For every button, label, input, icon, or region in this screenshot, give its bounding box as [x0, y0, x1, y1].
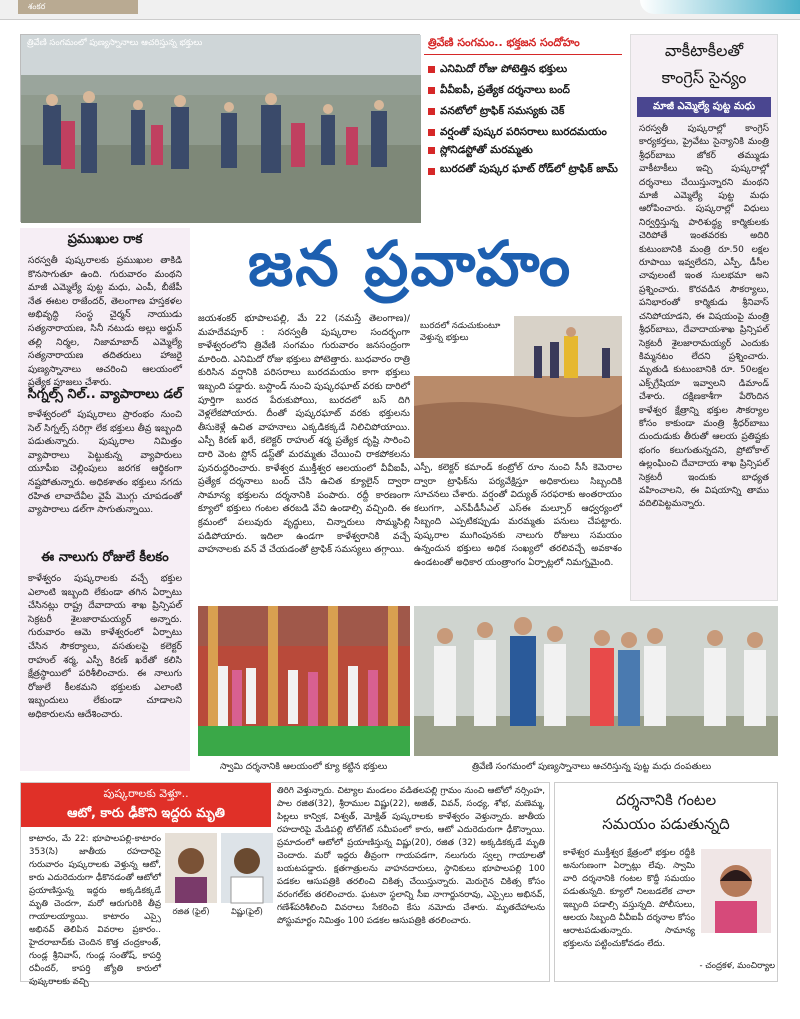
victim-photo-2-art — [221, 833, 273, 903]
highlight-item: ఎనిమిదో రోజు పోటెత్తిన భక్తులు — [426, 59, 622, 80]
victim-name-2: విష్ణు(ఫైల్) — [231, 907, 263, 916]
photo-mud-walk — [414, 316, 622, 458]
highlights-title: త్రివేణి సంగమం.. భక్తజన సందోహం — [424, 34, 622, 55]
top-strip — [0, 0, 800, 20]
darshan-photo-art — [701, 849, 771, 933]
victim-photo-1-art — [165, 833, 217, 903]
highlight-item: స్లోనిడస్టోతో మరమ్మతు — [426, 140, 622, 161]
highlight-item: వీవీఐపీ, ప్రత్యేక దర్శనాలు బంద్ — [426, 80, 622, 101]
mud-photo-caption: బురదలో నడుచుకుంటూ వెళ్తున్న భక్తులు — [420, 321, 501, 343]
left-s1-body: సరస్వతీ పుష్కరాలకు ప్రముఖుల తాకిడి కొనసాగుతూ ఉంది. గురువారం మంథని మాజీ ఎమ్మెల్యే పుట్ట మధు, ఎంపీ, బీజేపీ నేత ఈటల రాజేందర్, తెలంగాణ హస్తకళల అభివృద్ధి సంస్థ చైర్మన్ నాయుడు సత్యనారాయణ, సినీ నటుడు అల్లు అర్జున్ తల్లి నిర్మల, నిజామాబాద్ ఎమ్మెల్యే సత్యనారాయణ తదితరులు హాజరై పుణ్యస్నానాలు ఆచరించి ఆలయంలో ప్రత్యేక పూజలు చేశారు. — [28, 255, 182, 389]
highlight-item: బురదతో పుష్కర ఘాట్ రోడ్‌లో ట్రాఫిక్ జామ్ — [426, 161, 622, 177]
left-s2-head: సిగ్నల్స్ నిల్.. వ్యాపారాలు డల్ — [27, 387, 183, 402]
accident-headline: ఆటో, కారు ఢీకొని ఇద్దరు మృతి — [67, 806, 225, 821]
right-story-subhead: మాజీ ఎమ్మెల్యే పుట్ట మధు — [637, 97, 771, 117]
victim-photo-2 — [221, 833, 273, 903]
highlights-list — [424, 59, 622, 177]
queue-photo-caption: స్వామి దర్శనానికి ఆలయంలో క్యూ కట్టిన భక్తులు — [220, 762, 388, 772]
left-s3-head: ఈ నాలుగు రోజులే కీలకం — [41, 550, 169, 565]
corner-swoosh — [640, 0, 800, 14]
bathing-photo-art — [21, 35, 421, 223]
photo-temple-queue — [198, 606, 410, 756]
photo-putta-madhu-couple — [414, 606, 778, 756]
right-story — [630, 34, 778, 601]
darshan-photo — [701, 849, 771, 933]
photo-triveni-bathing — [20, 34, 420, 222]
victim-photo-1 — [165, 833, 217, 903]
accident-banner — [21, 783, 271, 827]
left-column — [20, 228, 190, 771]
accident-body-left: కాటారం, మే 22: భూపాలపల్లి-కాటారం 353(సి) జాతీయ రహదారిపై గురువారం పుష్కరాలకు వెళ్తున్న ఆటో, కారు ఎదురెదురుగా ఢీకొనడంతో ఆటోలో ప్రయాణిస్తున్న ఇద్దరు అక్కడికక్కడే మృతి చెందగా, మరో ఆరుగురికి తీవ్ర గాయాలయ్యాయి. కాటారం ఎస్సై అభినవ్ తెలిపిన వివరాల ప్రకారం.. హైదరాబాద్‌కు చెందిన కొత్త చంద్రకాంత్, గుండ్ల శ్రీనివాస్, గుండ్ల సంతోష్, కాపర్తి రవీందర్, కాపర్తి జ్యోతి కారులో పుష్కరాలకు వచ్చి — [29, 834, 161, 987]
darshan-box — [554, 782, 778, 982]
highlight-item: వర్షంతో పుష్కర పరిసరాలు బురదమయం — [426, 122, 622, 140]
highlights-box — [424, 34, 622, 222]
top-strip-text: శంకర — [28, 2, 46, 11]
darshan-byline: - చంద్రకళ, మంచిర్యాల — [699, 961, 775, 971]
center-story-body-2: ఎస్పీ, కలెక్టర్ కమాండ్ కంట్రోల్ రూం నుంచి సీసీ కెమెరాల ద్వారా ట్రాఫిక్‌ను పర్యవేక్షిస్తూ అధికారులు సిబ్బందికి సూచనలు చేశారు. వర్షంతో విద్యుత్ సరఫరాకు అంతరాయం కలుగగా, ఎన్‌పీడీసీఎల్ ఎస్‌ఈ మల్సూర్ ఆధ్వర్యంలో సిబ్బంది ఎప్పటికప్పుడు మరమ్మతు పనులు చేపట్టారు. పుష్కరాల ముగింపునకు నాలుగు రోజులు సమయం ఉన్నందున భక్తులు అధిక సంఖ్యలో తరలివచ్చే అవకాశం ఉండటంతో అధికార యంత్రాంగం ఏర్పాట్లలో నిమగ్నమైంది. — [414, 463, 622, 568]
left-s2-body: కాళేశ్వరంలో పుష్కరాలు ప్రారంభం నుంచి సెల్ సిగ్నల్స్ సరిగ్గా లేక భక్తులు తీవ్ర ఇబ్బంది పడుతున్నారు. పుష్కరాల నిమిత్తం వ్యాపారాలు పెట్టుకున్న వ్యాపారులు యూపీఐ చెల్లింపులు జరగక ఆర్థికంగా నష్టపోతున్నారు. అధికశాతం భక్తులు నగదు రహిత లావాదేవీల వైపే మొగ్గు చూపడంతో వ్యాపారాలు డల్‌గా సాగుతున్నాయి. — [28, 409, 182, 516]
darshan-body: కాళేశ్వర ముక్తీశ్వర క్షేత్రంలో భక్తుల రద్దీకి అనుగుణంగా ఏర్పాట్లు లేవు. స్వామి వారి దర్శనానికి గంటల కొద్దీ సమయం పడుతున్నది. క్యూలో నిలబడలేక చాలా ఇబ్బంది పడాల్సి వస్తున్నది. పోలీసులు, ఆలయ సిబ్బంది వీవీఐపీ దర్శనాల కోసం ఆరాటపడుతున్నారు. సామాన్య భక్తులను పట్టించుకోవడం లేదు. — [563, 848, 695, 949]
accident-body-right: తిరిగి వెళ్తున్నారు. చిట్యాల మండలం వడితలపల్లి గ్రామం నుంచి ఆటోలో నర్సింహ, పాల రజిత(32), శ్రీరాముల విష్ణు(22), అజిత్, వివన్, సంధ్య, శోభ, మణెమ్మ, పిల్లలు కాన్విక, విశ్వత్, మోక్షిత్ పుష్కరాలకు కాళేశ్వరం వెళ్తున్నారు. జాతీయ రహదారిపై మేడిపల్లి టోల్‌గేట్ సమీపంలో కారు, ఆటో ఎదురెదురుగా ఢీకొన్నాయి. ప్రమాదంలో ఆటోలో ప్రయాణిస్తున్న విష్ణు(20), రజిత (32) అక్కడికక్కడే మృతి చెందారు. మరో ఇద్దరు తీవ్రంగా గాయపడగా, నలుగురు స్వల్ప గాయాలతో బయటపడ్డారు. క్షతగాత్రులను వాహనదారులు, స్థానికులు భూపాలపల్లి 100 పడకల ఆసుపత్రికి తరలించి చికిత్స చేయిస్తున్నారు. మెరుగైన చికిత్స కోసం వరంగల్‌కు తరలించారు. ఘటనా స్థలాన్ని సీఐ నాగార్జునరావు, ఎస్సైలు అభినవ్, గణేశ్‌పరిశీలించి వివరాలు సేకరించి కేసు నమోదు చేశారు. మృతదేహాలను పోస్టుమార్టం నిమిత్తం 100 పడకల ఆసుపత్రికి తరలించారు. — [277, 786, 545, 926]
main-headline: జన ప్రవాహం — [247, 227, 573, 300]
center-story-body: జయశంకర్ భూపాలపల్లి, మే 22 (నమస్తే తెలంగాణ)/మహదేవపూర్ : సరస్వతీ పుష్కరాల సందర్భంగా కాళేశ్వరంలోని త్రివేణి సంగమం గురువారం జనసంద్రంగా మారింది. ఎనిమిదో రోజు భక్తులు పోటెత్తారు. బుధవారం రాత్రి కురిసిన వర్షానికి పరిసరాలు బురదమయం కాగా భక్తులు ఇబ్బంది పడ్డారు. బస్టాండ్ నుంచి పుష్కరఘాట్ వరకు దారిలో పూర్తిగా బురద పేరుకుపోయి, బురదలో బస్ దిగి వెళ్లలేకపోయారు. దీంతో పుష్కరఘాట్ వరకు భక్తులను తీసుకెళ్లే ఉచిత వాహనాలు ఎక్కడికక్కడే నిలిచిపోయాయి. ఎస్పీ కిరణ్ ఖరే, కలెక్టర్ రాహుల్ శర్మ ప్రత్యేక దృష్టి సారించి దారి వెంట స్టోన్ డస్ట్‌తో మరమ్మతు చేయించి రాకపోకలను పునరుద్ధరించారు. కాళేశ్వర ముక్తీశ్వర ఆలయంలో వీవీఐపీ, ప్రత్యేక దర్శనాలు బంద్ చేసి ఉచిత క్యూలైన్ ద్వారా సామాన్య భక్తులను దర్శనానికి పంపారు. రద్దీ కారణంగా క్యూలో భక్తులు గంటల తరబడి వేచి ఉండాల్సి వచ్చింది. ఈ క్రమంలో పలువురు వృద్ధులు, చిన్నారులు సొమ్మసిల్లి పడిపోయారు. ఇదిలా ఉండగా కాళేశ్వరానికి వచ్చే వాహనాలకు వన్ వే చేయడంతో ట్రాఫిక్ సమస్యలు తగ్గాయి. — [198, 313, 410, 556]
right-story-body: సరస్వతీ పుష్కరాల్లో కాంగ్రెస్ కార్యకర్తలు, ప్రైవేటు సైన్యానికి మంత్రి శ్రీధర్‌బాబు జోకర్ తమ్ముడు వాకీటాకీలు ఇచ్చి పుష్కరాల్లో దర్శనాలు చేయిస్తున్నారని మంథని మాజీ ఎమ్మెల్యే పుట్ట మధు ఆరోపించారు. పుష్కరాల్లో విధులు నిర్వర్తిస్తున్న పారిశుద్ధ్య కార్మికులకు చెరిపోతే ఇంతవరకు అదిరి కుటుంబానికి మంత్రి రూ.50 లక్షల రూపాయి ఇవ్వలేదని, ఎస్పీ, డీసీల చావులంటే ఇంత సులభమా అని ప్రశ్నించారు. కొరవడిన సౌకర్యాలు, పనిభారంతో కార్మికుడు శ్రీనివాస్ చనిపోయాడని, ఈ విషయంపై మంత్రి శ్రీధర్‌బాబు, దేవాదాయశాఖ ప్రిన్సిపల్ సెక్రటరీ శైలజారామయ్యర్‌ ఎందుకు కిమ్మనటం లేదని ప్రశ్నించారు. మృతుడి కుటుంబానికి రూ. 50లక్షల ఎక్స్‌గ్రేషియా ఇవ్వాలని డిమాండ్ చేశారు. దక్షిణకాశీగా పేరొందిన కాళేశ్వర క్షేత్రాన్ని భక్తుల సౌకర్యాల కోసం కాకుండా మంత్రి శ్రీధర్‌బాబు దుందుడుకు తీరుతో ఆలయ ప్రతిష్టకు భంగం కలుగుతున్నదని, ప్రోటోకాల్ ఉల్లంఘించి దేవాదాయ శాఖ ప్రిన్సిపల్ సెక్రటరీ ఇందుకు బాధ్యత వహించాలని, ఈ విషయాన్ని తాము వదిలిపెట్టమన్నారు. — [639, 124, 769, 510]
right-story-headline-2: కాంగ్రెస్ సైన్యం — [661, 68, 747, 87]
left-s1-head: ప్రముఖుల రాక — [67, 232, 143, 247]
accident-kicker: పుష్కరాలకు వెళ్తూ.. — [103, 787, 189, 800]
darshan-headline-2: సమయం పడుతున్నది — [602, 815, 730, 833]
accident-story — [20, 782, 550, 987]
victim-name-1: రజిత (ఫైల్) — [172, 907, 210, 916]
darshan-headline-1: దర్శనానికి గంటల — [615, 791, 717, 809]
couple-photo-art — [414, 606, 778, 756]
left-s3-body: కాళేశ్వరం పుష్కరాలకు వచ్చే భక్తుల ఎలాంటి ఇబ్బంది లేకుండా తగిన ఏర్పాటు చేసినట్లు రాష్ట్ర దేవాదాయ శాఖ ప్రిన్సిపల్ సెక్రటరీ శైలజారామయ్యర్ అన్నారు. గురువారం ఆమె కాళేశ్వరంలో ఏర్పాటు చేసిన సౌకర్యాలు, వసతులపై కలెక్టర్ రాహుల్ శర్మ, ఎస్పీ కిరణ్ ఖరేతో కలిసి క్షేత్రస్థాయిలో పరిశీలించారు. ఈ నాలుగు రోజులే కీలకమని భక్తులకు ఎలాంటి ఇబ్బందులు లేకుండా చూడాలని అధికారులను ఆదేశించారు. — [28, 573, 182, 720]
queue-photo-art — [198, 606, 410, 756]
highlight-item: వనటోలో ట్రాఫిక్ సమస్యకు చెక్ — [426, 101, 622, 122]
right-story-headline-1: వాకీటాకీలతో — [664, 41, 744, 60]
couple-photo-caption: త్రివేణి సంగమంలో పుణ్యస్నానాలు ఆచరిస్తున్న పుట్ట మధు దంపతులు — [472, 762, 712, 772]
photo-main-caption: త్రివేణి సంగమంలో పుణ్యస్నానాలు ఆచరిస్తున్న భక్తులు — [27, 38, 203, 48]
